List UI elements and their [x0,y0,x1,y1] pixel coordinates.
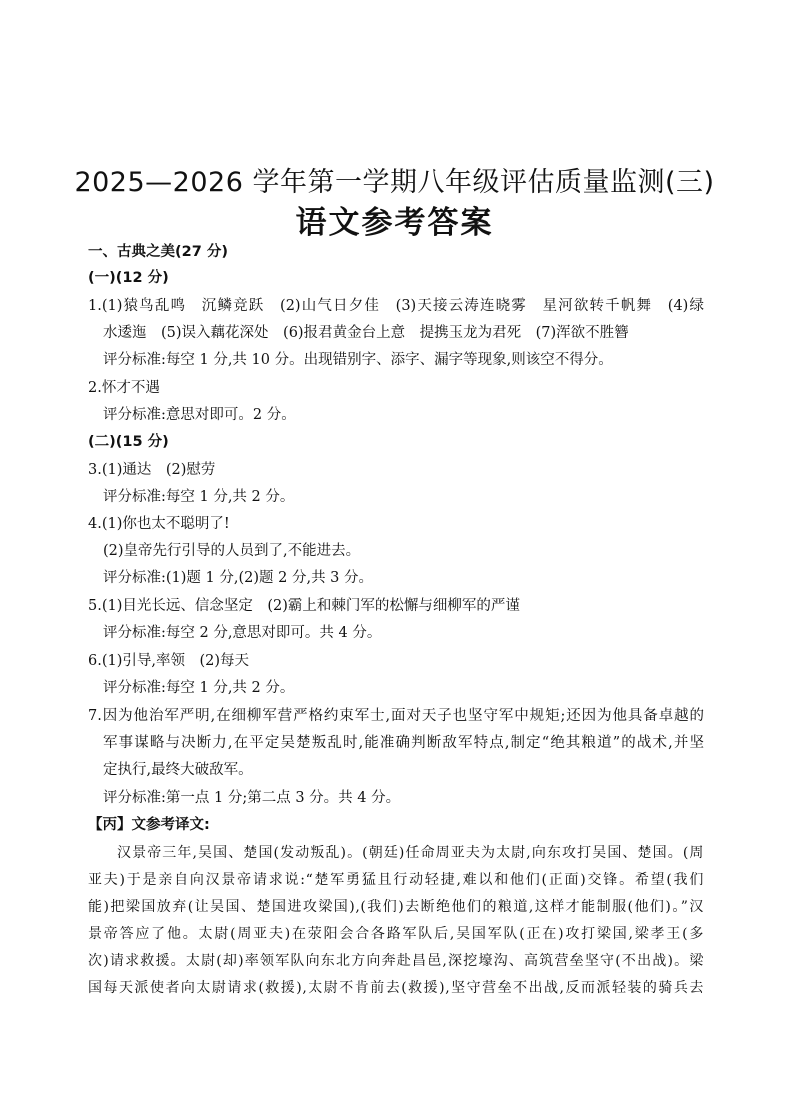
scoring-q7: 评分标准:第一点 1 分;第二点 3 分。共 4 分。 [103,790,401,806]
scoring-q3: 评分标准:每空 1 分,共 2 分。 [103,489,295,505]
answer-q7-line1: 7.因为他治军严明,在细柳军营严格约束军士,面对天子也坚守军中规矩;还因为他具备卓越的 [88,708,704,724]
translation-line: 能)把梁国放弃(让吴国、楚国进攻梁国),(我们)去断绝他们的粮道,这样才能制服(他们)。”汉 [88,899,704,915]
part-heading: (一)(12 分) [88,270,169,286]
answer-q3: 3.(1)通达 (2)慰劳 [88,462,216,478]
answer-q6: 6.(1)引导,率领 (2)每天 [88,653,250,669]
answer-q1-line1: 1.(1)猿鸟乱鸣 沉鳞竞跃 (2)山气日夕佳 (3)天接云涛连晓雾 星河欲转千帆舞 (4)绿 [88,298,704,314]
part-heading: (二)(15 分) [88,434,169,450]
scoring-q5: 评分标准:每空 2 分,意思对即可。共 4 分。 [103,625,382,641]
translation-line: 景帝答应了他。太尉(周亚夫)在荥阳会合各路军队后,吴国军队(正在)攻打梁国,梁孝王(多 [88,926,704,942]
answer-key-title: 语文参考答案 [295,205,494,241]
translation-line: 亚夫)于是亲自向汉景帝请求说:“楚军勇猛且行动轻捷,难以和他们(正面)交锋。希望(我们 [88,872,704,888]
translation-heading: 【丙】文参考译文: [88,817,210,833]
answer-q1-line2: 水逶迤 (5)误入藕花深处 (6)报君黄金台上意 提携玉龙为君死 (7)浑欲不胜簪 [103,325,629,341]
section-heading: 一、古典之美(27 分) [88,244,228,260]
answer-q2: 2.怀才不遇 [88,380,160,396]
scoring-q2: 评分标准:意思对即可。2 分。 [103,407,296,423]
translation-line: 汉景帝三年,吴国、楚国(发动叛乱)。(朝廷)任命周亚夫为太尉,向东攻打吴国、楚国。(周 [117,845,704,861]
answer-q5: 5.(1)目光长远、信念坚定 (2)霸上和棘门军的松懈与细柳军的严谨 [88,598,520,614]
answer-q7-line3: 定执行,最终大破敌军。 [103,762,253,778]
answer-q4-line2: (2)皇帝先行引导的人员到了,不能进去。 [103,543,361,559]
exam-title: 2025—2026 学年第一学期八年级评估质量监测(三) [74,167,715,198]
translation-line: 国每天派使者向太尉请求(救援),太尉不肯前去(救援),坚守营垒不出战,反而派轻装的骑兵去 [88,980,704,996]
answer-q7-line2: 军事谋略与决断力,在平定吴楚叛乱时,能准确判断敌军特点,制定“绝其粮道”的战术,并坚 [103,735,704,751]
scoring-q6: 评分标准:每空 1 分,共 2 分。 [103,680,295,696]
translation-line: 次)请求救援。太尉(却)率领军队向东北方向奔赴昌邑,深挖壕沟、高筑营垒坚守(不出战)。梁 [88,953,704,969]
scoring-q4: 评分标准:(1)题 1 分,(2)题 2 分,共 3 分。 [103,570,374,586]
answer-q4-line1: 4.(1)你也太不聪明了! [88,516,230,532]
scoring-q1: 评分标准:每空 1 分,共 10 分。出现错别字、添字、漏字等现象,则该空不得分。 [103,352,613,368]
